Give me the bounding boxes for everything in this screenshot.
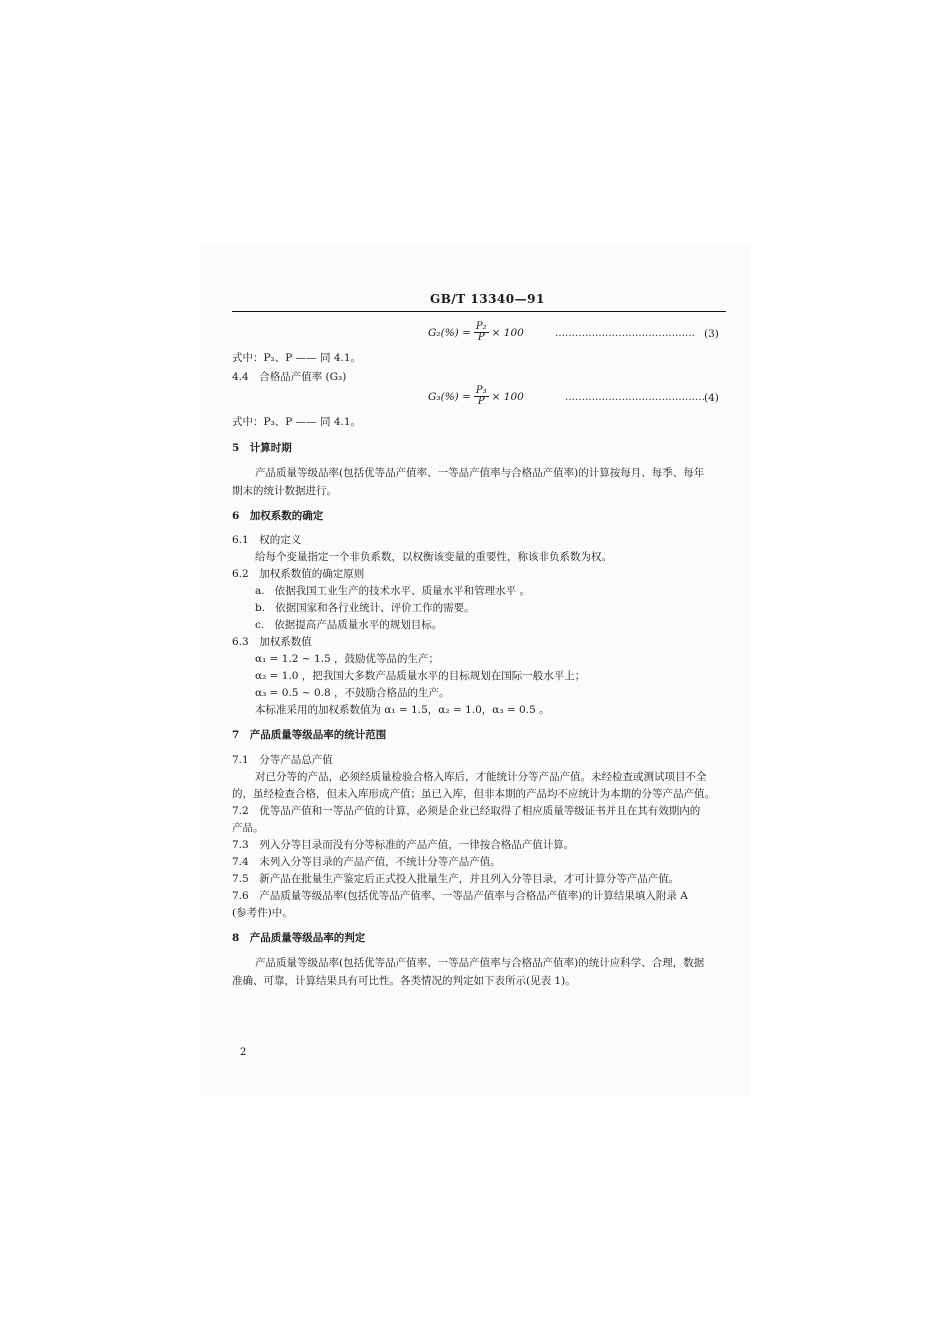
section-5-heading: 5 计算时期 [232, 442, 292, 454]
section-6-2: 6.2 加权系数值的确定原则 [232, 568, 365, 580]
formula-3-denominator: P [477, 332, 485, 343]
alpha-2: α₂ = 1.0 ，把我国大多数产品质量水平的目标规划在国际一般水平上； [255, 670, 586, 682]
section-7-6-line-1: 7.6 产品质量等级品率(包括优等品产值率、一等品产值率与合格品产值率)的计算结果填入附录 A [232, 890, 688, 902]
formula-3-fraction [474, 322, 489, 343]
formula-3-leader: …………………………………… [555, 328, 695, 339]
section-7-2-line-1: 7.2 优等品产值和一等品产值的计算，必须是企业已经取得了相应质量等级证书并且在其有效期内的 [232, 805, 701, 817]
formula-4-number: (4) [704, 392, 719, 404]
list-item-text: 依据国家和各行业统计、评价工作的需要。 [275, 602, 475, 614]
formula-4-denominator: P [477, 396, 485, 407]
section-6-1-text: 给每个变量指定一个非负系数，以权衡该变量的重要性，称该非负系数为权。 [255, 551, 612, 563]
list-item-label: b. [255, 602, 266, 614]
formula-3-lhs: G₂(%) = [428, 326, 471, 339]
section-6-heading: 6 加权系数的确定 [232, 510, 324, 522]
section-8-heading: 8 产品质量等级品率的判定 [232, 932, 366, 944]
list-item-text: 依据提高产品质量水平的规划目标。 [274, 619, 443, 631]
note-3: 式中：P₂、P —— 同 4.1。 [232, 352, 362, 364]
formula-3-numerator: P₂ [475, 321, 487, 332]
formula-4-fraction [474, 386, 489, 407]
section-7-3: 7.3 列入分等目录而没有分等标准的产品产值，一律按合格品产值计算。 [232, 839, 575, 851]
section-5-para-1: 产品质量等级品率(包括优等品产值率、一等品产值率与合格品产值率)的计算按每月、每季、每年 [255, 467, 705, 479]
section-7-4: 7.4 未列入分等目录的产品产值，不统计分等产品产值。 [232, 856, 501, 868]
section-6-3: 6.3 加权系数值 [232, 636, 312, 648]
list-item-label: a. [255, 585, 265, 597]
list-item [255, 600, 475, 615]
formula-4-lhs: G₃(%) = [428, 390, 471, 403]
section-7-1-line-1: 对已分等的产品，必须经质量检验合格入库后，才能统计分等产品产值。未经检查或测试项目不全 [255, 771, 707, 783]
page-number: 2 [240, 1047, 247, 1058]
formula-4-numerator: P₃ [475, 385, 487, 396]
list-item [255, 617, 442, 632]
standard-header: GB/T 13340—91 [430, 292, 545, 306]
section-7-heading: 7 产品质量等级品率的统计范围 [232, 729, 387, 741]
section-7-1-line-2: 的，虽经检查合格，但未入库形成产值；虽已入库，但非本期的产品均不应统计为本期的分等产品产值。 [232, 788, 715, 800]
note-4: 式中：P₃、P —— 同 4.1。 [232, 416, 362, 428]
adopted-weights: 本标准采用的加权系数值为 α₁ = 1.5，α₂ = 1.0，α₃ = 0.5 。 [255, 704, 550, 716]
section-7-1: 7.1 分等产品总产值 [232, 754, 333, 766]
alpha-1: α₁ = 1.2 ~ 1.5 ，鼓励优等品的生产； [255, 653, 439, 665]
section-4-4: 4.4 合格品产值率 (G₃) [232, 371, 347, 383]
section-8-para-2: 准确、可靠，计算结果具有可比性。各类情况的判定如下表所示(见表 1)。 [232, 975, 576, 987]
list-item [255, 583, 530, 598]
section-6-1: 6.1 权的定义 [232, 534, 302, 546]
section-7-2-line-2: 产品。 [232, 822, 264, 834]
list-item-text: 依据我国工业生产的技术水平、质量水平和管理水平 。 [274, 585, 530, 597]
formula-4 [428, 386, 524, 407]
list-item-label: c. [255, 619, 265, 631]
alpha-3: α₃ = 0.5 ~ 0.8 ，不鼓励合格品的生产。 [255, 687, 450, 699]
formula-4-leader: …………………………………… [565, 392, 705, 403]
section-7-5: 7.5 新产品在批量生产鉴定后正式投入批量生产，并且列入分等目录，才可计算分等产品产值。 [232, 873, 680, 885]
section-7-6-line-2: (参考件)中。 [232, 907, 293, 919]
formula-4-rhs: × 100 [491, 390, 524, 403]
section-8-para-1: 产品质量等级品率(包括优等品产值率、一等品产值率与合格品产值率)的统计应科学、合理，数据 [255, 957, 705, 969]
formula-3 [428, 322, 524, 343]
formula-3-rhs: × 100 [491, 326, 524, 339]
formula-3-number: (3) [704, 328, 719, 340]
header-rule [232, 311, 726, 312]
section-5-para-2: 期末的统计数据进行。 [232, 485, 337, 497]
